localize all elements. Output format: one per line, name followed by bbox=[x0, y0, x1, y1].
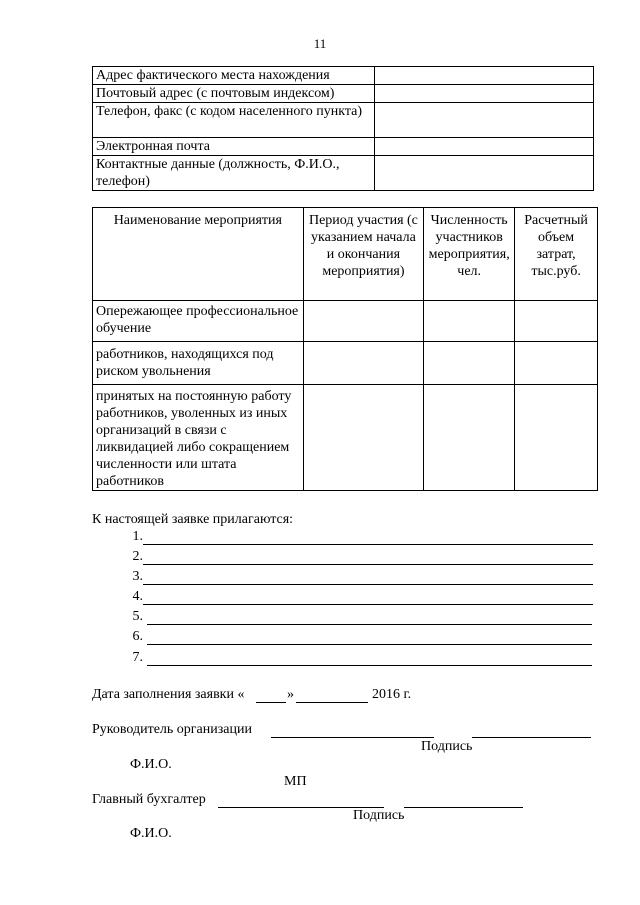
period-cell[interactable] bbox=[303, 385, 424, 491]
organization-info-table bbox=[92, 66, 594, 191]
accountant-fio-label: Ф.И.О. bbox=[130, 826, 172, 841]
row-value[interactable] bbox=[375, 138, 594, 156]
page-number: 11 bbox=[313, 36, 327, 51]
row-label: Почтовый адрес (с почтовым индексом) bbox=[93, 85, 375, 103]
row-label: Электронная почта bbox=[93, 138, 375, 156]
attachment-number: 5. bbox=[132, 609, 143, 624]
attachment-field[interactable] bbox=[147, 629, 592, 645]
accountant-signature-field[interactable] bbox=[404, 792, 523, 808]
event-name-cell: принятых на постоянную работу работников, уволенных из иных организаций в связи с ликвидацией либо сокращением численности или штата работников bbox=[93, 385, 304, 491]
attachment-number: 6. bbox=[132, 629, 143, 644]
participants-cell[interactable] bbox=[424, 301, 515, 342]
attachment-field[interactable] bbox=[143, 529, 593, 545]
attachment-number: 3. bbox=[132, 569, 143, 584]
fill-day-field[interactable] bbox=[256, 687, 286, 703]
period-cell[interactable] bbox=[303, 342, 424, 385]
fill-month-field[interactable] bbox=[296, 687, 368, 703]
row-label: Телефон, факс (с кодом населенного пункта) bbox=[93, 103, 375, 138]
table-row bbox=[93, 385, 598, 491]
table-row bbox=[93, 103, 594, 138]
event-name-cell: Опережающее профессиональное обучение bbox=[93, 301, 304, 342]
attachment-number: 4. bbox=[132, 589, 143, 604]
cost-cell[interactable] bbox=[515, 342, 598, 385]
row-label: Адрес фактического места нахождения bbox=[93, 67, 375, 85]
table-row bbox=[93, 67, 594, 85]
accountant-name-field[interactable] bbox=[218, 792, 384, 808]
table-row bbox=[93, 138, 594, 156]
column-header: Наименование мероприятия bbox=[93, 208, 304, 301]
table-row bbox=[93, 301, 598, 342]
participants-cell[interactable] bbox=[424, 342, 515, 385]
accountant-signature-label: Подпись bbox=[353, 808, 405, 823]
fill-date-quote: » bbox=[287, 687, 294, 702]
row-label: Контактные данные (должность, Ф.И.О., телефон) bbox=[93, 156, 375, 191]
attachment-field[interactable] bbox=[143, 569, 593, 585]
column-header: Расчетный объем затрат, тыс.руб. bbox=[515, 208, 598, 301]
column-header: Численность участников мероприятия, чел. bbox=[424, 208, 515, 301]
attachment-number: 1. bbox=[132, 529, 143, 544]
cost-cell[interactable] bbox=[515, 301, 598, 342]
period-cell[interactable] bbox=[303, 301, 424, 342]
table-row bbox=[93, 85, 594, 103]
row-value[interactable] bbox=[375, 67, 594, 85]
cost-cell[interactable] bbox=[515, 385, 598, 491]
row-value[interactable] bbox=[375, 156, 594, 191]
table-row bbox=[93, 156, 594, 191]
attachment-field[interactable] bbox=[147, 650, 592, 666]
attachment-number: 7. bbox=[132, 650, 143, 665]
row-value[interactable] bbox=[375, 85, 594, 103]
attachment-field[interactable] bbox=[143, 549, 593, 565]
director-signature-label: Подпись bbox=[421, 739, 473, 754]
event-name-cell: работников, находящихся под риском увольнения bbox=[93, 342, 304, 385]
attachments-title: К настоящей заявке прилагаются: bbox=[92, 512, 294, 527]
column-header: Период участия (с указанием начала и окончания мероприятия) bbox=[303, 208, 424, 301]
accountant-label: Главный бухгалтер bbox=[92, 792, 206, 807]
events-table bbox=[92, 207, 598, 491]
participants-cell[interactable] bbox=[424, 385, 515, 491]
attachment-field[interactable] bbox=[147, 609, 592, 625]
attachment-number: 2. bbox=[132, 549, 143, 564]
table-header-row bbox=[93, 208, 598, 301]
director-signature-field[interactable] bbox=[472, 722, 591, 738]
director-fio-label: Ф.И.О. bbox=[130, 757, 172, 772]
row-value[interactable] bbox=[375, 103, 594, 138]
director-name-field[interactable] bbox=[271, 722, 434, 738]
fill-date-label: Дата заполнения заявки « bbox=[92, 687, 245, 702]
attachment-field[interactable] bbox=[143, 589, 593, 605]
fill-year: 2016 г. bbox=[372, 687, 412, 702]
director-label: Руководитель организации bbox=[92, 722, 252, 737]
stamp-label: МП bbox=[284, 774, 307, 789]
table-row bbox=[93, 342, 598, 385]
